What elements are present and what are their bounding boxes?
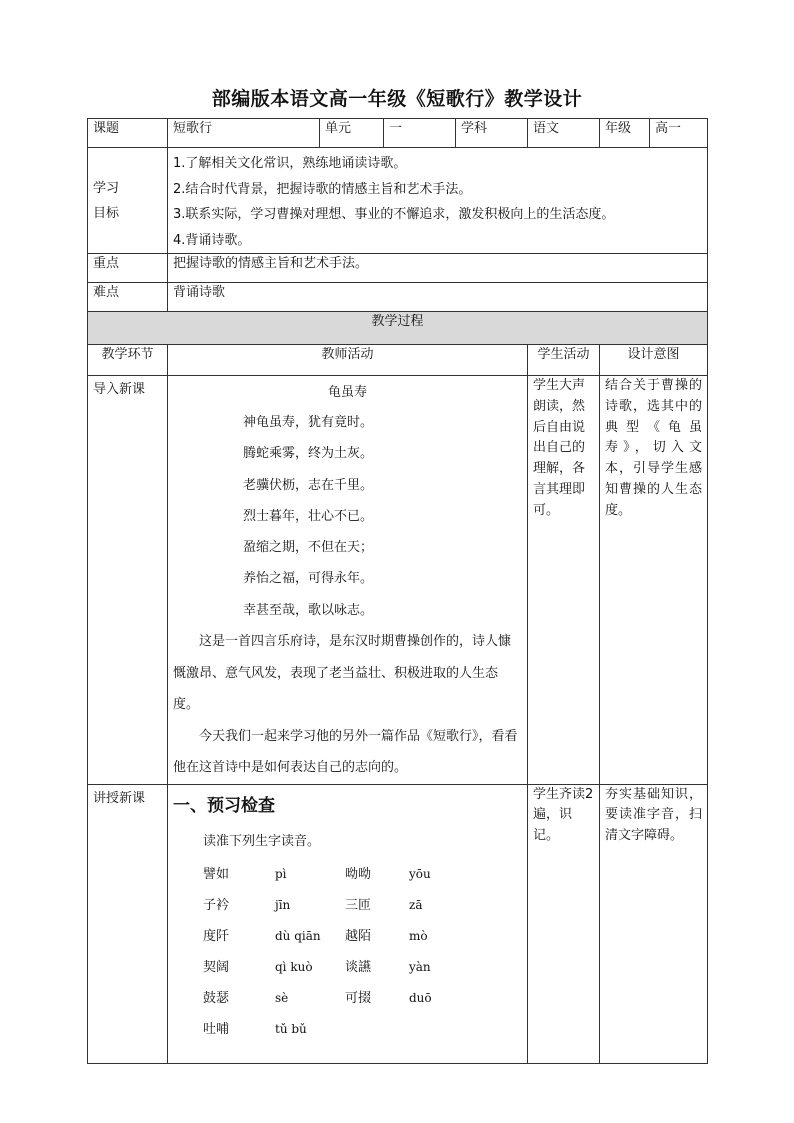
difficulty-label: 难点	[88, 283, 168, 312]
pinyin-reading: duō	[409, 990, 432, 1005]
focus-value: 把握诗歌的情感主旨和艺术手法。	[168, 254, 708, 283]
stage1-paragraph: 今天我们一起来学习他的另外一篇作品《短歌行》，看看他在这首诗中是如何表达自己的志向的。	[173, 728, 518, 776]
poem-line: 老骥伏枥，志在千里。	[243, 477, 374, 493]
subject-value: 语文	[528, 119, 600, 148]
poem-line: 腾蛇乘雾，终为土灰。	[243, 446, 374, 462]
stage2-design: 夯实基础知识，要读准字音，扫清文字障碍。	[600, 784, 708, 1063]
pinyin-word: 谈讌	[345, 959, 372, 975]
pinyin-word: 鼓瑟	[203, 990, 230, 1006]
pinyin-reading: sè	[275, 990, 289, 1005]
pinyin-list	[173, 859, 522, 1045]
col-stage-header: 教学环节	[88, 345, 168, 376]
process-header-row	[88, 345, 708, 376]
course-value: 短歌行	[168, 119, 320, 148]
goal-item: 3.联系实际，学习曹操对理想、事业的不懈追求，激发积极向上的生活态度。	[173, 207, 615, 222]
pinyin-row	[173, 983, 522, 1014]
focus-row	[88, 254, 708, 283]
goals-list	[168, 148, 708, 254]
poem-line: 盈缩之期，不但在天；	[243, 540, 374, 556]
grade-value: 高一	[650, 119, 708, 148]
pinyin-row	[173, 952, 522, 983]
pinyin-row	[173, 1014, 522, 1045]
pinyin-reading	[409, 1014, 469, 1045]
pinyin-word: 度阡	[203, 928, 230, 944]
pinyin-reading: yàn	[409, 959, 431, 974]
info-row	[88, 119, 708, 148]
stage1-paragraph: 这是一首四言乐府诗，是东汉时期曹操创作的，诗人慷慨激昂、意气风发，表现了老当益壮、积极进取的人生态度。	[173, 634, 512, 713]
grade-label: 年级	[600, 119, 650, 148]
goal-item: 1.了解相关文化常识，熟练地诵读诗歌。	[173, 156, 407, 171]
pinyin-reading: qì kuò	[275, 959, 313, 974]
unit-value: 一	[384, 119, 456, 148]
stage2-row	[88, 784, 708, 1063]
page-title: 部编版本语文高一年级《短歌行》教学设计	[211, 88, 583, 110]
pinyin-word: 譬如	[203, 866, 230, 882]
unit-label: 单元	[320, 119, 384, 148]
pinyin-word: 三匝	[345, 897, 372, 913]
col-design-header: 设计意图	[600, 345, 708, 376]
pinyin-reading: dù qiān	[275, 928, 321, 943]
goals-row	[88, 148, 708, 254]
poem-title: 龟虽寿	[327, 385, 367, 400]
pinyin-word: 越陌	[345, 928, 372, 944]
stage2-student: 学生齐读2遍，识记。	[528, 784, 600, 1063]
pinyin-reading: jīn	[275, 897, 291, 912]
goals-label-line-1: 学习	[93, 180, 120, 196]
poem-line: 养怡之福，可得永年。	[243, 571, 374, 587]
pinyin-word: 呦呦	[345, 866, 372, 882]
pinyin-word	[345, 1014, 409, 1045]
pinyin-row	[173, 859, 522, 890]
difficulty-row	[88, 283, 708, 312]
pinyin-reading: zā	[409, 897, 423, 912]
subject-label: 学科	[456, 119, 528, 148]
goal-item: 2.结合时代背景，把握诗歌的情感主旨和艺术手法。	[173, 181, 472, 197]
read-intro: 读准下列生字读音。	[203, 833, 321, 849]
process-section-title: 教学过程	[88, 312, 708, 345]
stage1-student: 学生大声朗读，然后自由说出自己的理解，各言其理即可。	[528, 376, 600, 785]
pinyin-reading: pì	[275, 866, 287, 881]
poem-line: 烈士暮年，壮心不已。	[243, 508, 374, 524]
stage1-design: 结合关于曹操的诗歌，选其中的典型《龟虽寿》，切入文本，引导学生感知曹操的人生态度。	[600, 376, 708, 785]
goal-item: 4.背诵诗歌。	[173, 232, 251, 248]
focus-label: 重点	[88, 254, 168, 283]
pinyin-word: 吐哺	[203, 1021, 230, 1037]
process-section-row	[88, 312, 708, 345]
stage2-teacher	[168, 784, 528, 1063]
lesson-plan-table	[87, 118, 708, 1064]
col-student-header: 学生活动	[528, 345, 600, 376]
pinyin-row	[173, 921, 522, 952]
section-heading: 一、预习检查	[173, 795, 275, 816]
stage1-name: 导入新课	[88, 376, 168, 785]
stage2-name: 讲授新课	[88, 784, 168, 1063]
pinyin-word: 子衿	[203, 897, 230, 913]
pinyin-reading: tǔ bǔ	[275, 1021, 307, 1036]
pinyin-reading: mò	[409, 928, 428, 943]
col-teacher-header: 教师活动	[168, 345, 528, 376]
pinyin-row	[173, 890, 522, 921]
poem-line: 神龟虽寿，犹有竟时。	[243, 415, 374, 430]
pinyin-word: 契阔	[203, 959, 230, 975]
difficulty-value: 背诵诗歌	[168, 283, 708, 312]
poem-line: 幸甚至哉，歌以咏志。	[243, 602, 374, 618]
stage1-teacher	[168, 376, 528, 785]
stage1-row	[88, 376, 708, 785]
pinyin-word: 可掇	[345, 990, 372, 1006]
pinyin-reading: yōu	[409, 866, 431, 881]
goals-label	[88, 148, 168, 254]
goals-label-line-2: 目标	[93, 205, 120, 221]
course-label: 课题	[88, 119, 168, 148]
